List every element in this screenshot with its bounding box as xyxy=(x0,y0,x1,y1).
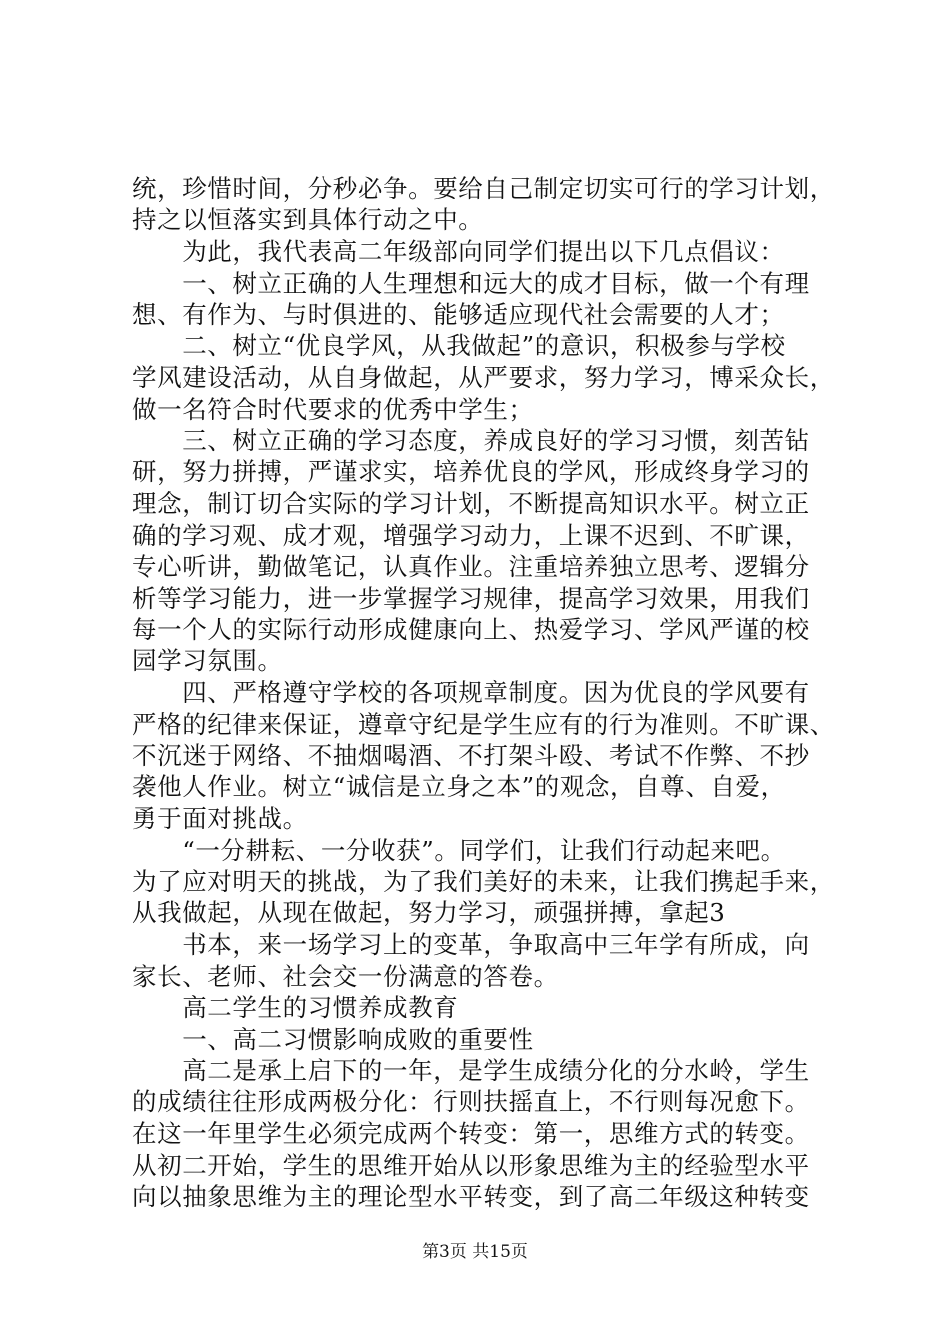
text-line: 园学习氛围。 xyxy=(132,646,283,675)
text-line: 统，珍惜时间，分秒必争。要给自己制定切实可行的学习计划， xyxy=(132,174,835,203)
text-line: 为了应对明天的挑战，为了我们美好的未来，让我们携起手来， xyxy=(132,867,835,896)
text-line: 袭他人作业。树立“诚信是立身之本”的观念，自尊、自爱， xyxy=(132,772,786,801)
text-line: 四、严格遵守学校的各项规章制度。因为优良的学风要有 xyxy=(132,678,810,707)
text-line: 家长、老师、社会交一份满意的答卷。 xyxy=(132,962,559,991)
text-line: 持之以恒落实到具体行动之中。 xyxy=(132,205,484,234)
text-line: 勇于面对挑战。 xyxy=(132,804,308,833)
text-line: 从我做起，从现在做起，努力学习，顽强拼搏，拿起3 xyxy=(132,898,726,927)
page-number-footer: 第3页 共15页 xyxy=(422,1242,528,1262)
section-heading: 高二学生的习惯养成教育 xyxy=(132,993,459,1022)
text-line: 三、树立正确的学习态度，养成良好的学习习惯，刻苦钻 xyxy=(132,426,810,455)
text-line: 理念，制订切合实际的学习计划，不断提高知识水平。树立正 xyxy=(132,489,810,518)
text-line: 在这一年里学生必须完成两个转变：第一，思维方式的转变。 xyxy=(132,1119,810,1148)
text-line: 每一个人的实际行动形成健康向上、热爱学习、学风严谨的校 xyxy=(132,615,810,644)
text-line: 想、有作为、与时俱进的、能够适应现代社会需要的人才； xyxy=(132,300,785,329)
text-line: 不沉迷于网络、不抽烟喝酒、不打架斗殴、考试不作弊、不抄 xyxy=(132,741,810,770)
text-line: 学风建设活动，从自身做起，从严要求，努力学习，博采众长， xyxy=(132,363,835,392)
text-line: 的成绩往往形成两极分化：行则扶摇直上，不行则每况愈下。 xyxy=(132,1087,810,1116)
text-line: 为此，我代表高二年级部向同学们提出以下几点倡议： xyxy=(132,237,785,266)
text-line: 书本，来一场学习上的变革，争取高中三年学有所成，向 xyxy=(132,930,810,959)
text-line: “一分耕耘、一分收获”。同学们，让我们行动起来吧。 xyxy=(132,836,786,865)
text-line: 确的学习观、成才观，增强学习动力，上课不迟到、不旷课， xyxy=(132,521,810,550)
text-line: 析等学习能力，进一步掌握学习规律，提高学习效果，用我们 xyxy=(132,584,810,613)
text-line: 专心听讲，勤做笔记，认真作业。注重培养独立思考、逻辑分 xyxy=(132,552,810,581)
text-line: 二、树立“优良学风，从我做起”的意识，积极参与学校 xyxy=(132,331,786,360)
text-line: 一、树立正确的人生理想和远大的成才目标，做一个有理 xyxy=(132,269,810,298)
text-line: 向以抽象思维为主的理论型水平转变，到了高二年级这种转变 xyxy=(132,1182,810,1211)
text-line: 研，努力拼搏，严谨求实，培养优良的学风，形成终身学习的 xyxy=(132,457,810,486)
text-line: 严格的纪律来保证，遵章守纪是学生应有的行为准则。不旷课、 xyxy=(132,710,835,739)
text-line: 高二是承上启下的一年，是学生成绩分化的分水岭，学生 xyxy=(132,1056,810,1085)
text-line: 做一名符合时代要求的优秀中学生； xyxy=(132,395,534,424)
text-line: 从初二开始，学生的思维开始从以形象思维为主的经验型水平 xyxy=(132,1151,810,1180)
section-subheading: 一、高二习惯影响成败的重要性 xyxy=(132,1025,534,1054)
